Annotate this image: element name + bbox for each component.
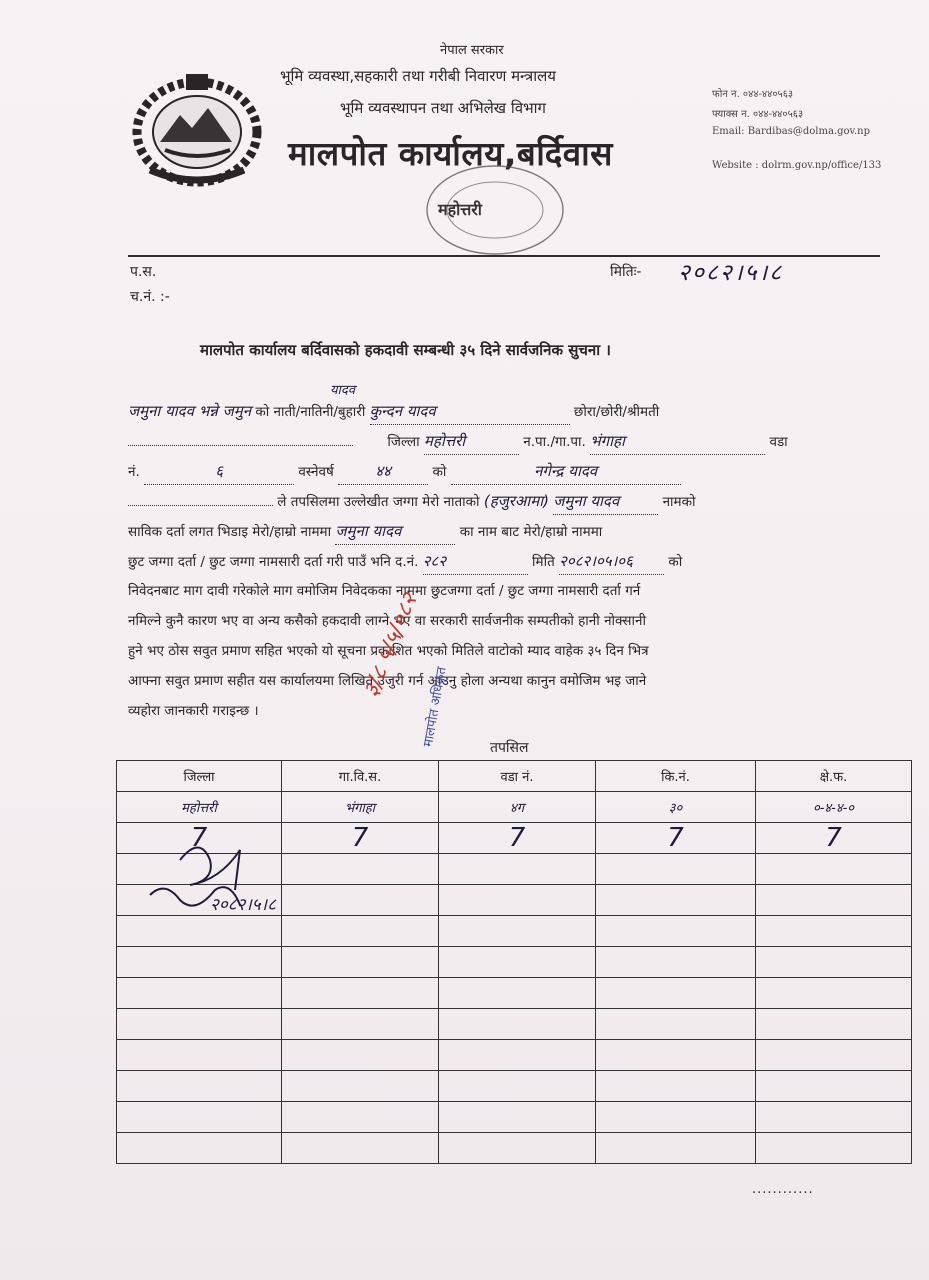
form-line-4 bbox=[128, 488, 908, 515]
header-district: जिल्ला bbox=[117, 761, 282, 792]
land-details-table bbox=[116, 760, 912, 1164]
office-seal-stamp bbox=[420, 160, 570, 260]
header-vdc: गा.वि.स. bbox=[282, 761, 439, 792]
department-name: भूमि व्यवस्थापन तथा अभिलेख विभाग bbox=[340, 99, 546, 117]
table-row bbox=[117, 978, 912, 1009]
reference-cha-na: च.नं. :- bbox=[130, 289, 170, 305]
owner-name: जमुना यादव bbox=[553, 488, 658, 515]
age-label: वस्नेवर्ष bbox=[298, 464, 334, 480]
email-address: Email: Bardibas@dolma.gov.np bbox=[712, 126, 871, 137]
government-name: नेपाल सरकार bbox=[440, 43, 504, 58]
cell-kitta: ३० bbox=[596, 792, 756, 823]
grandparent-name: जमुना यादव भन्ने जमुन bbox=[128, 402, 252, 420]
relation-label-2: छोरा/छोरी/श्रीमती bbox=[573, 404, 660, 420]
naam-ko-label: नामको bbox=[662, 494, 696, 510]
date-value: २०८२।५।८ bbox=[678, 260, 784, 286]
form-line-9: हुने भए ठोस सवुत प्रमाण सहित भएको यो सूचना प्रकाशित भएको मितिले वाटोको म्याद वाहेक ३५ दिन भित्र bbox=[128, 643, 649, 659]
nepal-emblem-logo bbox=[130, 70, 265, 190]
municipality-value: भंगाहा bbox=[590, 428, 765, 455]
line1-overwrite: यादव bbox=[330, 383, 356, 398]
parent-name: कुन्दन यादव bbox=[370, 398, 570, 425]
reference-pa-sa: प.स. bbox=[130, 264, 157, 280]
form-line-10: आफ्ना सवुत प्रमाण सहीत यस कार्यालयमा लिखित उजुरी गर्न आउनु होला अन्यथा कानुन वमोजिम भइ जाने bbox=[128, 673, 647, 689]
form-line-5 bbox=[128, 518, 908, 545]
form-line-2 bbox=[128, 428, 908, 455]
line5-text-b: का नाम बाट मेरो/हाम्रो नाममा bbox=[459, 524, 603, 540]
ward-label: वडा bbox=[769, 434, 788, 450]
blue-officer-stamp: मालपोत अधिकृत bbox=[420, 665, 450, 749]
red-handwritten-stamp: ३/८ ५/५/०८२ bbox=[358, 590, 423, 701]
seal-district-text: महोत्तरी bbox=[438, 200, 482, 219]
phone-number: फोन न. ०४४-४४०५६३ bbox=[712, 89, 794, 100]
district-value: महोत्तरी bbox=[424, 428, 519, 455]
tapasil-heading: तपसिल bbox=[490, 740, 529, 756]
municipality-label: न.पा./गा.पा. bbox=[523, 434, 586, 450]
table-row bbox=[117, 1133, 912, 1164]
relation-value: (हजुरआमा) bbox=[483, 492, 549, 510]
cell-vdc: भंगाहा bbox=[282, 792, 439, 823]
district-label: जिल्ला bbox=[387, 434, 420, 450]
office-name: मालपोत कार्यालय,बर्दिवास bbox=[288, 134, 613, 173]
cell-ditto-3: 7 bbox=[439, 823, 596, 854]
relation-label: को नाती/नातिनी/बुहारी bbox=[255, 404, 366, 420]
table-row bbox=[117, 1071, 912, 1102]
notice-title: मालपोत कार्यालय बर्दिवासको हकदावी सम्बन्धी ३५ दिने सार्वजनिक सुचना । bbox=[200, 341, 611, 359]
table-row bbox=[117, 1102, 912, 1133]
website-address: Website : dolrm.gov.np/office/133 bbox=[712, 160, 882, 171]
header-area: क्षे.फ. bbox=[756, 761, 912, 792]
fax-number: फ्याक्स न. ०४४-४४०५६३ bbox=[712, 109, 804, 120]
table-row bbox=[117, 792, 912, 823]
form-line-7: निवेदनबाट माग दावी गरेकोले माग वमोजिम निवेदकका नाममा छुटजग्गा दर्ता / छुट जग्गा नामसारी दर्ता गर्न bbox=[128, 583, 641, 599]
table-header-row bbox=[117, 761, 912, 792]
land-relation-text: ले तपसिलमा उल्लेखीत जग्गा मेरो नाताको bbox=[277, 494, 480, 510]
ward-value: ६ bbox=[144, 458, 294, 485]
line6-text: छुट जग्गा दर्ता / छुट जग्गा नामसारी दर्ता गरी पाउँ भनि द.नं. bbox=[128, 554, 419, 570]
applicant-name: नगेन्द्र यादव bbox=[451, 458, 681, 485]
cell-ditto-1: 7 bbox=[117, 823, 282, 854]
ward-no-label: नं. bbox=[128, 464, 140, 480]
cell-ditto-2: 7 bbox=[282, 823, 439, 854]
line6-ko: को bbox=[668, 554, 683, 570]
cell-district: महोत्तरी bbox=[117, 792, 282, 823]
of-label: को bbox=[432, 464, 447, 480]
darta-number: २८२ bbox=[423, 548, 528, 575]
line5-text: साविक दर्ता लगत भिडाइ मेरो/हाम्रो नाममा bbox=[128, 524, 332, 540]
cell-ditto-4: 7 bbox=[596, 823, 756, 854]
form-line-8: नमिल्ने कुनै कारण भए वा अन्य कसैको हकदावी लाग्ने भए वा सरकारी सार्वजनीक सम्पतीको हानी नोक्सानी bbox=[128, 613, 646, 629]
signature-line: ............ bbox=[752, 1182, 814, 1197]
form-line-6 bbox=[128, 548, 908, 575]
line6-date-label: मिति bbox=[532, 554, 555, 570]
date-label: मितिः- bbox=[610, 264, 642, 280]
age-value: ४४ bbox=[338, 458, 428, 485]
cell-area: ०-४-४-० bbox=[756, 792, 912, 823]
cell-ward: ४ग bbox=[439, 792, 596, 823]
handwritten-signature bbox=[140, 830, 310, 940]
form-line-3 bbox=[128, 458, 908, 485]
ministry-name: भूमि व्यवस्था,सहकारी तथा गरीबी निवारण मन्त्रालय bbox=[280, 67, 556, 85]
table-row bbox=[117, 1040, 912, 1071]
table-row bbox=[117, 947, 912, 978]
table-row bbox=[117, 1009, 912, 1040]
form-line-11: व्यहोरा जानकारी गराइन्छ । bbox=[128, 703, 259, 719]
application-date: २०८२।०५।०६ bbox=[559, 548, 664, 575]
header-kitta: कि.नं. bbox=[596, 761, 756, 792]
header-ward: वडा नं. bbox=[439, 761, 596, 792]
form-line-1 bbox=[128, 398, 908, 425]
signature-date: २०८२।५।८ bbox=[210, 895, 276, 915]
previous-owner-name: जमुना यादव bbox=[335, 518, 455, 545]
cell-ditto-5: 7 bbox=[756, 823, 912, 854]
